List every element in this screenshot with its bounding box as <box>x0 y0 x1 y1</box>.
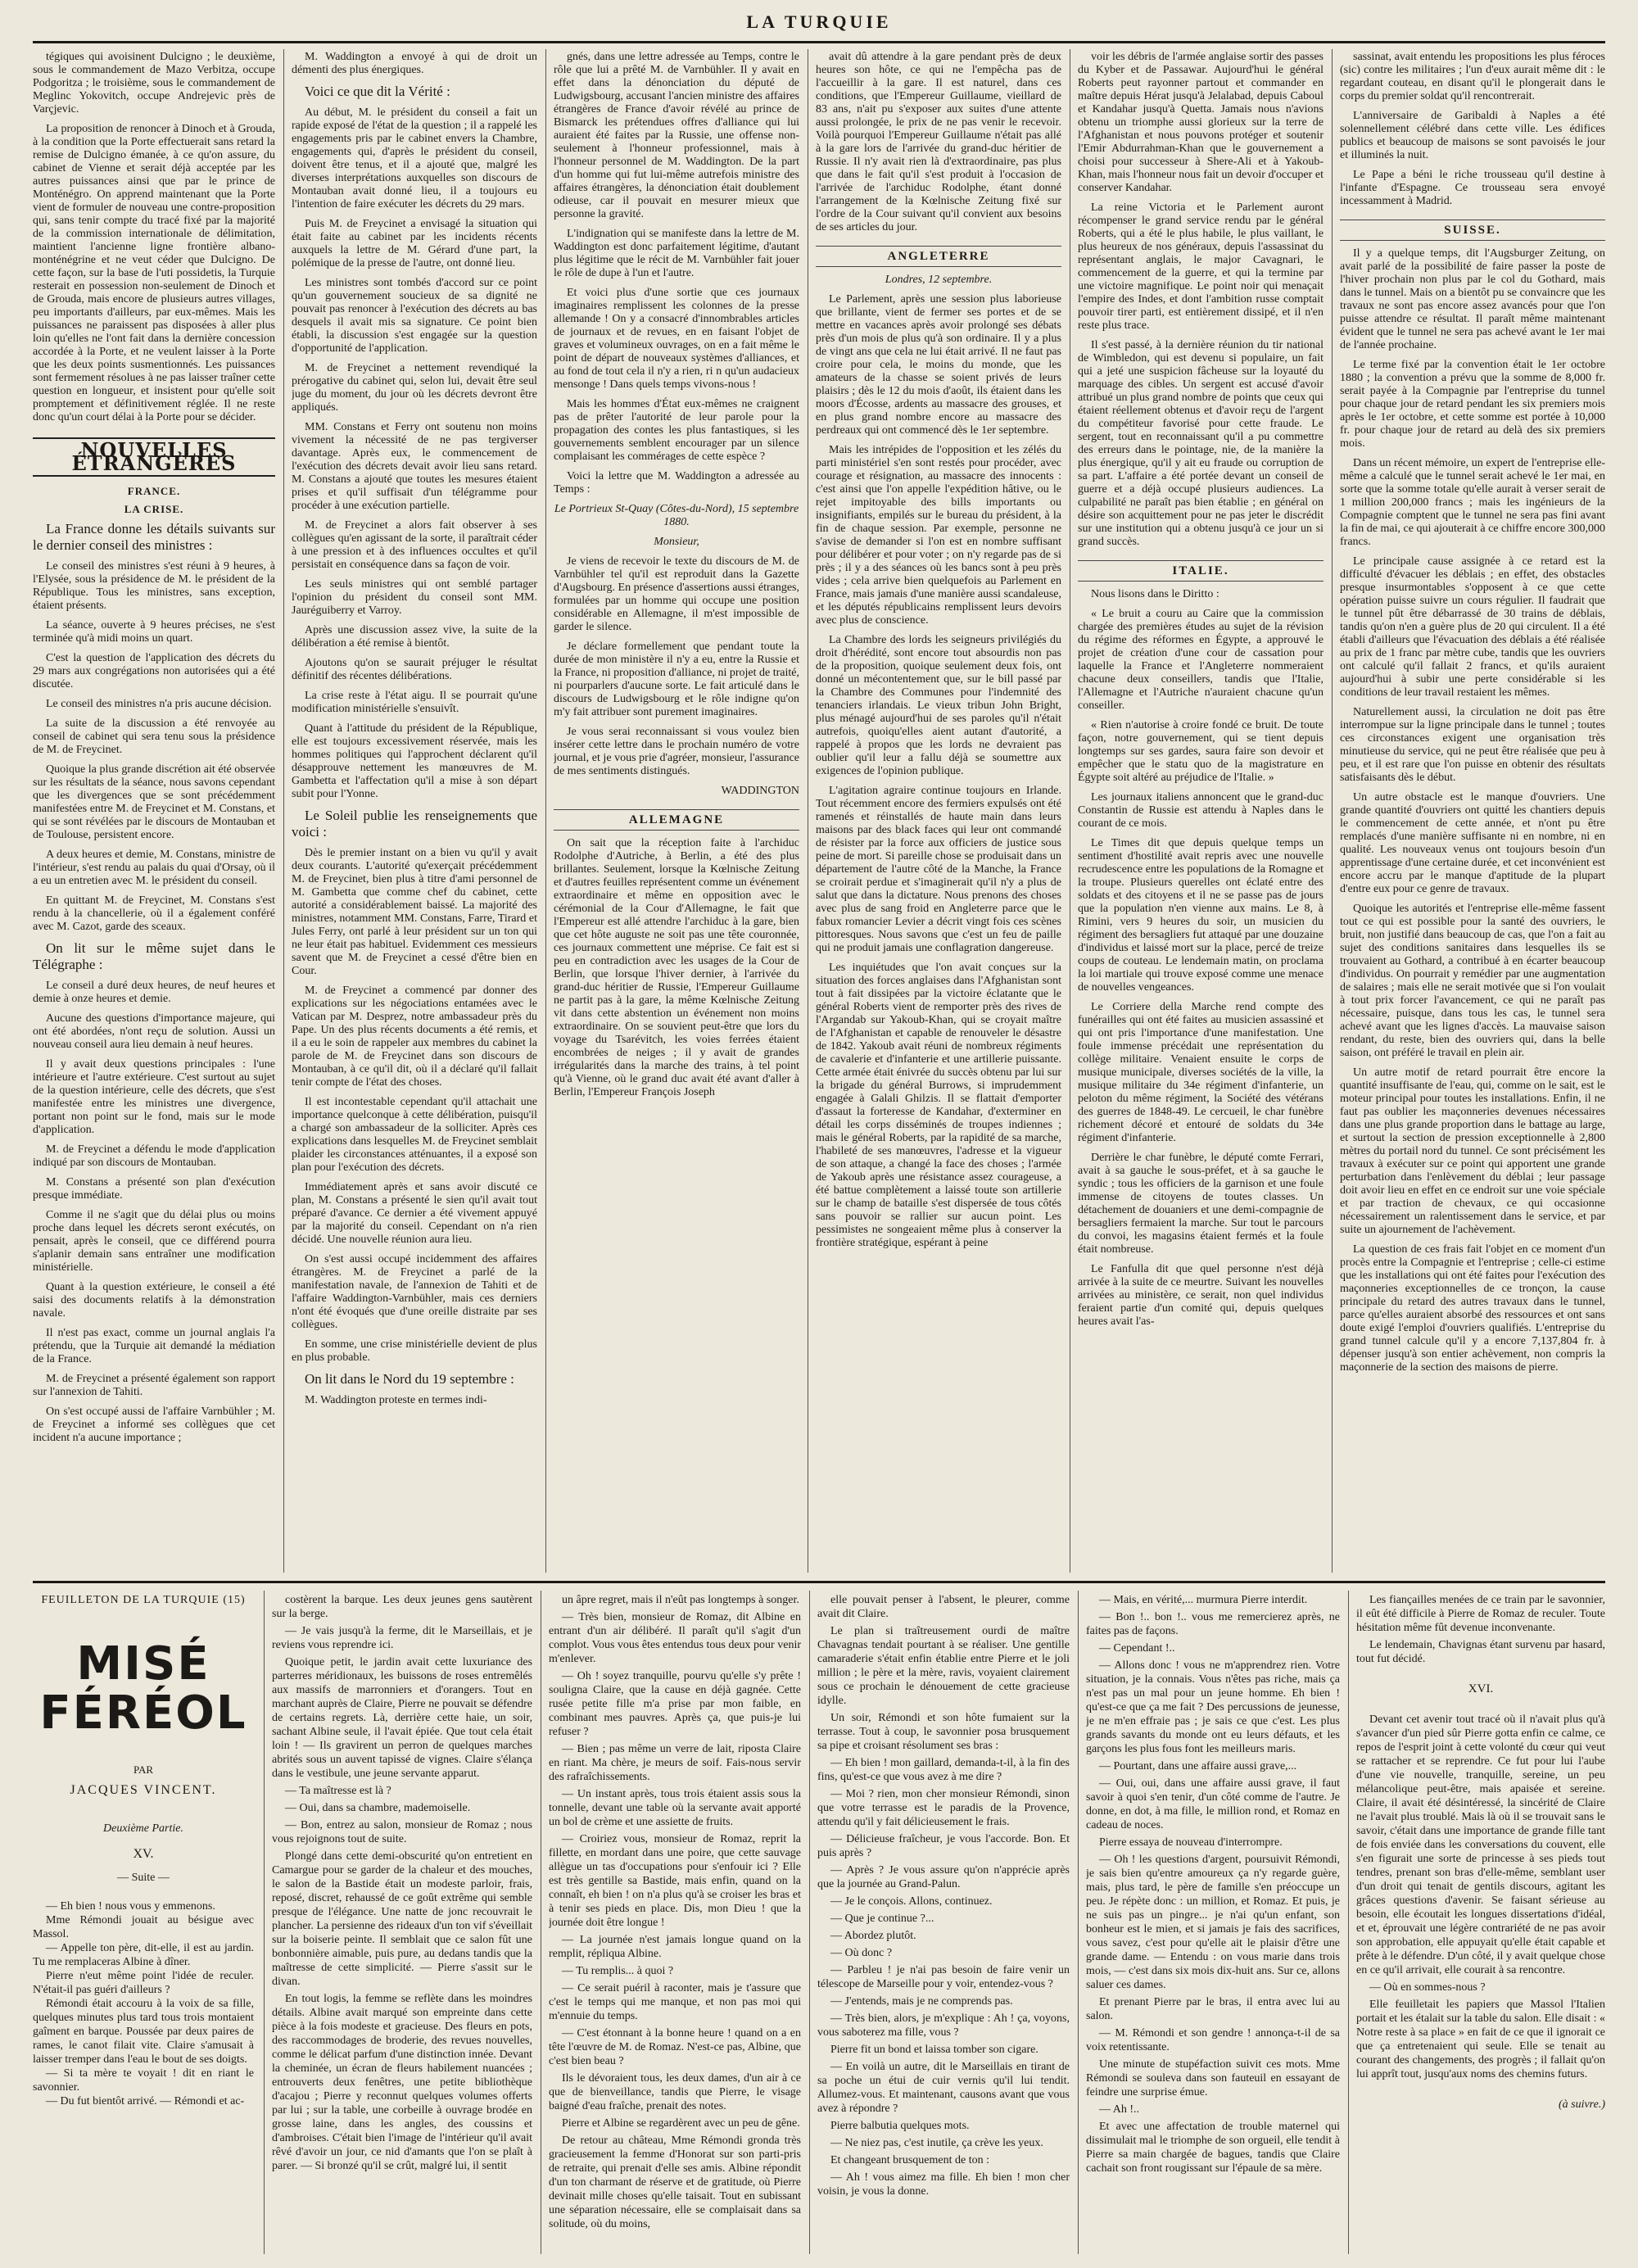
paragraph: — Ah !.. <box>1099 2103 1139 2116</box>
paragraph: Il y avait deux questions principales : l'une intérieure et l'autre extérieure. C'est surtout au sujet de la question intérieure, celle des décrets, que s'est manifestée entre les ministres une divergence, portant non point sur le fond, mais sur le mode d'application. <box>33 1058 275 1136</box>
paragraph: A deux heures et demie, M. Constans, ministre de l'intérieur, s'est rendu au palais du quai d'Orsay, où il a eu un entretien avec M. le président du conseil. <box>33 849 275 887</box>
section-title-foreign-news: NOUVELLES ÉTRANGÈRES <box>33 437 275 477</box>
paragraph: — Très bien, alors, je m'explique : Ah ! ça, voyons, vous saboterez ma fille, vous ? <box>817 2012 1070 2039</box>
paragraph: Pierre fit un bond et laissa tomber son cigare. <box>830 2044 1038 2056</box>
column-divider <box>264 1591 265 2254</box>
paragraph: Quoique les autorités et l'entreprise elle-même fassent tout ce qui est possible pour la santé des ouvriers, le bruit, non justifié dans beaucoup de cas, que l'on a fait au sujet des conditions sanitaires dans lesquelles ils se trouvaient au Gothard, a contribué à en écarter beaucoup d'individus. On pourrait y remédier par une augmentation de salaires ; mais elle ne serait motivée que si l'on voulait à tout prix forcer l'avancement, ce qui ne paraît pas nécessaire, puisque, dans tous les cas, le tunnel sera achevé avant que les lignes d'accès. La mauvaise saison rendant, du reste, bien des ouvriers qui, dans la belle saison, ont préféré le travail en plein air. <box>1340 903 1605 1059</box>
paragraph: Mais les hommes d'État eux-mêmes ne craignent pas de prêter l'autorité de leur parole pour la propagation des contes les plus fantastiques, si les gouvernements semblent encourager par un silence complaisant les commérages de cette espèce ? <box>554 398 799 463</box>
by-label: PAR <box>133 1763 154 1776</box>
paragraph: Quoique la plus grande discrétion ait été observée sur les résultats de la séance, nous savons cependant que les divergences que se sont précédemment manifestées entre M. de Freycinet et M. Constans, et qui se sont révélées par le discours de Montauban et de Toulouse, persistent encore. <box>33 763 275 841</box>
paragraph: Le principale cause assignée à ce retard est la difficulté d'évacuer les déblais ; en effet, des obstacles presque insurmontables s'opposent à ce que cette opération puisse suivre un cours régulier. Il faudrait que le tunnel pût être débarrassé de 30 trains de déblais, tandis qu'on n'en a guère plus de 20 qui circulent. Il a été établi d'ailleurs que l'évacuation des déblais a été réalisée au prix de 1 franc par mètre cube, tandis que les ouvriers ont calculé qu'il fallait 2 francs, et qu'ils auraient aujourd'hui à subir une perte considérable si les conditions de leur travail restaient les mêmes. <box>1340 555 1605 699</box>
paragraph: — Je vais jusqu'à la ferme, dit le Marseillais, et je reviens vous reprendre ici. <box>272 1625 532 1651</box>
paragraph: Un autre obstacle est le manque d'ouvriers. Une grande quantité d'ouvriers ont quitté les chantiers depuis le commencement de cette année, et n'ont pu être remplacés d'une manière suffisante ni en nombre, ni en qualité. Les nouveaux venus ont toujours besoin d'un apprentissage d'une certaine durée, et cet inconvénient est encore accru par le manque d'aptitude de la plupart d'entre eux pour ce genre de travaux. <box>1340 791 1605 895</box>
paragraph: Quoique petit, le jardin avait cette luxuriance des parterres méridionaux, les buissons de roses entremêlés aux massifs de marronniers et d'orangers. Tout en marchant auprès de Claire, Pierre ne pouvait se défendre de certains regrets. Là, derrière cette haie, un soir, sachant Albine seule, il l'avait épiée. Que tout cela était loin ! — Ils gravirent un perron de quelques marches abrités sous un auvent tapissé de vignes. Claire s'élança dans le vestibule, une jeune servante apparut. <box>272 1656 532 1780</box>
paragraph: Pierre essaya de nouveau d'interrompre. <box>1099 1836 1283 1849</box>
paragraph: La question de ces frais fait l'objet en ce moment d'un procès entre la Compagnie et l'entreprise ; celle-ci estime que les installations qui ont été faites pour l'exécution des maçonneries exceptionnelles de ce tronçon, la cause principale du retard des autres travaux dans le tunnel, parce qu'elles auraient absorbé des ressources et ont sans doute exigé l'emploi d'ouvriers qualifiés. L'entreprise du grand tunnel calcule qu'il y a encore 7,137,804 fr. à dépenser jusqu'à son entier achèvement, non compris la maçonnerie de la section des maisons de pierre. <box>1340 1243 1605 1374</box>
paragraph: — C'est étonnant à la bonne heure ! quand on a en tête l'œuvre de M. de Romaz. N'est-ce pas, Albine, que c'est bien beau ? <box>549 2027 801 2067</box>
feuilleton-rule <box>33 1581 1605 1583</box>
paragraph: Je vous serai reconnaissant si vous voulez bien insérer cette lettre dans le prochain numéro de votre journal, et je vous prie d'agréer, monsieur, l'assurance de mes sentiments distingués. <box>554 726 799 777</box>
paragraph: un âpre regret, mais il n'eût pas longtemps à songer. <box>562 1594 799 1606</box>
paragraph: Je viens de recevoir le texte du discours de M. de Varnbühler tel qu'il est reproduit dans la Gazette d'Augsbourg. En présence d'assertions aussi étranges, formulées par un homme qui occupe une position considérable en Allemagne, il m'est impossible de garder le silence. <box>554 555 799 633</box>
paragraph: gnés, dans une lettre adressée au Temps, contre le rôle que lui a prêté M. de Varnbühler. Il y avait en effet dans la dénonciation du député de Ludwigsbourg, accusant l'ancien ministre des affaires étrangères de France d'avoir révélé au prince de Bismarck les prétendues offres d'alliance qui lui auraient été faites par la Russie, une offense non-seulement à l'honneur professionnel, mais à l'honneur personnel de M. Waddington. De la part d'un homme qui fut lui-même autrefois ministre des affaires étrangères, la dénonciation était doublement odieuse, car il pouvait en mesurer mieux que personne la gravité. <box>554 51 799 220</box>
novel-title: MISÉ FÉRÉOL <box>39 1637 247 1740</box>
paragraph: tégiques qui avoisinent Dulcigno ; le deuxième, sous le commandement de Mazo Verbitza, occupe Podgoritza ; le troisième, sous le commandement de Meglinc Yokovitch, occupe Andrejevic près de Varçjevic. <box>33 51 275 115</box>
paragraph: Pierre n'eut même point l'idée de reculer. N'était-il pas guéri d'ailleurs ? <box>33 1970 254 1996</box>
paragraph: — Bon, entrez au salon, monsieur de Romaz ; nous vous rejoignons tout de suite. <box>272 1819 532 1845</box>
country-heading-england: ANGLETERRE <box>816 246 1061 267</box>
paragraph: On lit dans le Nord du 19 septembre : <box>305 1371 514 1387</box>
paragraph: Quant à la question extérieure, le conseil a été saisi des documents relatifs à la démonstration navale. <box>33 1281 275 1320</box>
feuilleton-column-2 <box>272 1593 532 2257</box>
paragraph: Le Pape a béni le riche trousseau qu'il destine à l'infante d'Espagne. Ce trousseau sera envoyé incessamment à Madrid. <box>1340 169 1605 207</box>
feuilleton-column-3 <box>549 1593 801 2257</box>
paragraph: — Bon !.. bon !.. vous me remercierez après, ne faites pas de façons. <box>1086 1611 1340 1637</box>
paragraph: MM. Constans et Ferry ont soutenu non moins vivement la nécessité de ne pas tergiverser davantage. Après eux, le commencement de l'exécution des décrets devait avoir lieu sans retard. M. Constans a ajouté que toutes les mesures étaient prises et qu'il suffisait d'un télégramme pour procéder à une exécution partielle. <box>292 421 537 512</box>
paragraph: Les ministres sont tombés d'accord sur ce point qu'un gouvernement soucieux de sa dignité ne pouvait pas renoncer à l'exécution des décrets au bas desquels il avait mis sa signature. Ce point bien établi, la discussion s'est engagée sur la question d'opportunité de l'application. <box>292 277 537 355</box>
paragraph: — M. Rémondi et son gendre ! annonça-t-il de sa voix retentissante. <box>1086 2027 1340 2053</box>
paragraph: Pierre balbutia quelques mots. <box>830 2120 970 2132</box>
feuilleton-header <box>33 1593 254 2248</box>
paragraph: La reine Victoria et le Parlement auront récompenser le grand service rendu par le général Roberts, qui a été le plus habile, le plus vaillant, le plus heureux de nos généraux, depuis l'assassinat du représentant anglais, le major Cavagnari, le commencement de la guerre, et qui la termine par une victoire magnifique. Le point noir qui menaçait l'empire des Indes, et dont l'ambition russe comptait pouvoir tirer parti, est entièrement dissipé, et il n'en reste plus trace. <box>1078 201 1324 332</box>
paragraph: La crise reste à l'état aigu. Il se pourrait qu'une modification ministérielle s'ensuivît. <box>292 690 537 715</box>
column-3 <box>554 51 799 1576</box>
paragraph: Mais les intrépides de l'opposition et les zélés du parti ministériel s'en sont restés pour procéder, avec courage et résignation, au massacre des innocents : c'est ainsi que l'on appelle l'expédition hâtive, ou le rejet impitoyable des bills importants ou insignifiants, empilés sur le bureau du président, à la fin de chaque session. Par exemple, personne ne s'avise de demander si l'on est en nombre suffisant pour délibérer et pour voter ; on n'y regarde pas de si près ; il y a des séances où les bancs sont à peu près vides ; cela arrive bien quelquefois au Parlement en France, mais jamais d'une manière aussi scandaleuse, et les députés républicains remplissent leurs devoirs avec plus de conscience. <box>816 444 1061 627</box>
column-divider <box>545 49 546 1573</box>
column-divider <box>283 49 284 1573</box>
column-1 <box>33 51 275 1576</box>
paragraph: Le plan si traîtreusement ourdi de maître Chavagnas tendait pourtant à se réaliser. Une gentille camaraderie s'était enfin établie entre Pierre et le joli million ; le père et la mère, ravis, voyaient clairement sous ce prochain le dénouement de cette gracieuse idylle. <box>817 1625 1070 1707</box>
paragraph: — Oh ! les questions d'argent, poursuivit Rémondi, je sais bien qu'entre amoureux ça n'y regarde guère, mais, plus tard, le père de famille s'en préoccupe un peu. Je répète donc : un million, et Romaz. Et puis, je ne suis pas un pingre... je n'ai qu'un enfant, son bonheur est le mien, et si jamais je fais des sacrifices, vous savez, c'est pour qu'elle ait le plaisir d'être une grande dame. — Entendu : on vous marie dans trois mois, — c'est dans six mois dix-huit ans. Sur ce, allons saluer ces dames. <box>1086 1854 1340 1991</box>
paragraph: — Ah ! vous aimez ma fille. Eh bien ! mon cher voisin, je vous la donne. <box>817 2171 1070 2198</box>
paragraph: — Mais, en vérité,... murmura Pierre interdit. <box>1099 1594 1308 1606</box>
paragraph: Le conseil des ministres n'a pris aucune décision. <box>46 698 272 710</box>
dispatch-dateline: Londres, 12 septembre. <box>885 274 993 286</box>
paragraph: — Oui, oui, dans une affaire aussi grave, il faut savoir à quoi s'en tenir, d'un côté comme de l'autre. Je donne, en dot, à ma fille, le million rond, et Romaz en cadeau de noces. <box>1086 1777 1340 1831</box>
novel-part: Deuxième Partie. <box>103 1822 183 1835</box>
paragraph: La France donne les détails suivants sur le dernier conseil des ministres : <box>33 521 275 553</box>
paragraph: — Bien ; pas même un verre de lait, riposta Claire en riant. Ma chère, je meurs de soif. Fais-nous servir des rafraîchissements. <box>549 1743 801 1783</box>
paragraph: Et avec une affectation de trouble maternel qui dissimulait mal le triomphe de son orgueil, elle tendit à Pierre sa main chargée de bagues, tandis que Claire cachait son front rougissant sur l'épaule de sa mère. <box>1086 2121 1340 2175</box>
paragraph: On s'est aussi occupé incidemment des affaires étrangères. M. de Freycinet a parlé de la manifestation navale, de l'annexion de Tahiti et de l'affaire Waddington-Varnbühler, mais ces derniers n'ont été évoqués que d'une oreille distraite par ses collègues. <box>292 1253 537 1331</box>
paragraph: Le Times dit que depuis quelque temps un sentiment d'hostilité avait repris avec une nouvelle recrudescence entre les populations de la Romagne et la troupe. Plusieurs querelles ont éclaté entre des soldats et des citoyens et il ne se passe pas de jours que la population n'en vienne aux mains. Le 8, à Rimini, vers 9 heures du soir, un musicien du régiment des bersagliers fut attaqué par une douzaine d'individus et laissé mort sur la place, percé de treize coups de couteau. Le lendemain matin, on proclama la loi martiale qui trouve exposé comme une menace de nouvelles vengeances. <box>1078 837 1324 994</box>
column-2 <box>292 51 537 1576</box>
paragraph: Mme Rémondi jouait au bésigue avec Massol. <box>33 1914 254 1940</box>
paragraph: Et prenant Pierre par le bras, il entra avec lui au salon. <box>1086 1996 1340 2022</box>
column-divider <box>1078 1591 1079 2254</box>
paragraph: — Croiriez vous, monsieur de Romaz, reprit la fillette, en mordant dans une poire, que cette sauvage allègue un tas d'occupations pour s'enfouir ici ? Elle est très gentille sa Bastide, mais enfin, quand on la connaît, eh bien ! on n'a plus qu'à se croiser les bras et à tenir ses pieds en place. Dis, mon Dieu ! que la journée doit être longue ! <box>549 1833 801 1929</box>
paragraph: Le lendemain, Chavignas étant survenu par hasard, tout fut décidé. <box>1356 1639 1605 1665</box>
column-5 <box>1078 51 1324 1576</box>
paragraph: — Ce serait puéril à raconter, mais je t'assure que c'est le temps qui me manque, et non pas moi qui m'ennuie du temps. <box>549 1982 801 2022</box>
paragraph: — Oui, dans sa chambre, mademoiselle. <box>285 1802 471 1814</box>
paragraph: L'indignation qui se manifeste dans la lettre de M. Waddington est donc parfaitement légitime, d'autant plus légitime que le récit de M. Varnbühler fait jouer le rôle de dupe à l'un et l'autre. <box>554 228 799 279</box>
feuilleton-label: FEUILLETON DE LA TURQUIE (15) <box>41 1594 246 1606</box>
paragraph: — Eh bien ! mon gaillard, demanda-t-il, à la fin des fins, qu'est-ce que vous avez à me dire ? <box>817 1757 1070 1783</box>
paragraph: — Après ? Je vous assure qu'on n'apprécie après que la journée au Grand-Palun. <box>817 1864 1070 1890</box>
paragraph: M. de Freycinet a défendu le mode d'application indiqué par son discours de Montauban. <box>33 1143 275 1169</box>
paragraph: On sait que la réception faite à l'archiduc Rodolphe d'Autriche, à Berlin, a été des plus brillantes. Seulement, lorsque la Kœlnische Zeitung et d'autres feuilles représentent comme un événement extraordinaire et même en opposition avec le cérémonial de la Cour d'Allemagne, le fait que l'Empereur est allé attendre l'archiduc à la gare, bien que cet hôte auguste ne soit pas une tête couronnée, ces journaux commettent une méprise. Ce fait est si peu en contradiction avec les usages de la Cour de Berlin, que lorsque l'hiver dernier, à l'arrivée du grand-duc héritier de Russie, l'Empereur Guillaume ne partit pas à la gare, la même Kœlnische Zeitung vit dans cette abstention un événement non moins extraordinaire. On se souvient peut-être que lors du voyage du Tsarévitch, les voies ferrées étaient encombrées de neiges ; il y avait de grandes irrégularités dans la marche des trains, à tel point qu'à Vienne, où le grand duc avait été avant d'aller à Berlin, l'Empereur François Joseph <box>554 837 799 1098</box>
paragraph: Comme il ne s'agit que du délai plus ou moins proche dans lequel les décrets seront exécutés, on pensait, après le conseil, que ce différend pourra s'aplanir demain sans entraîner une modification ministérielle. <box>33 1209 275 1274</box>
paragraph: — Si ta mère te voyait ! dit en riant le savonnier. <box>33 2067 254 2094</box>
paragraph: Les seuls ministres qui ont semblé partager l'opinion du président du conseil sont MM. Jauréguiberry et Varroy. <box>292 578 537 617</box>
column-divider <box>1332 49 1333 1573</box>
paragraph: — J'entends, mais je ne comprends pas. <box>830 1995 1013 2008</box>
paragraph: Nous lisons dans le Diritto : <box>1091 588 1219 600</box>
paragraph: — Abordez plutôt. <box>830 1930 916 1942</box>
paragraph: — Moi ? rien, mon cher monsieur Rémondi, sinon que votre terrasse est le paradis de la Provence, attendu qu'il y fait délicieusement le frais. <box>817 1788 1070 1828</box>
paragraph: — Très bien, monsieur de Romaz, dit Albine en entrant d'un air délibéré. Il paraît qu'il s'agit d'un complot. Vous vous êtes entendus tous deux pour venir m'enlever. <box>549 1611 801 1665</box>
paragraph: Le Parlement, après une session plus laborieuse que brillante, vient de fermer ses portes et de se mettre en vacances après avoir prolongé ses débats près d'un mois de plus qu'à son ordinaire. Il y a plus de vingt ans que cela ne lui était arrivé. Il ne faut pas croire pour cela, le moins du monde, que les amateurs de la chasse se soient privés de leurs plaisirs ; dès le 12 du mois d'août, ils étaient dans les moors d'Écosse, ardents au massacre des grouses, et en plus grand nombre encore au massacre des perdreaux qui ont commencé dès le 1er septembre. <box>816 293 1061 437</box>
feuilleton-column-5 <box>1086 1593 1340 2257</box>
paragraph: Au début, M. le président du conseil a fait un rapide exposé de l'état de la question ; il a rappelé les engagements pris par le cabinet envers la Chambre, engagements qui, d'après le président du conseil, doivent être tenus, et il a ajouté que, malgré les diverses interprétations auxquelles son discours de Montauban avait donné lieu, il a toujours eu l'intention de faire exécuter les décrets du 29 mars. <box>292 106 537 211</box>
paragraph: Il est incontestable cependant qu'il attachait une importance quelconque à cette délibération, puisqu'il a chargé son ambassadeur de la solliciter. Après ces explications dans lesquelles M. de Freycinet semblait plaider les circonstances atténuantes, il a exposé son plan pour l'exécution des décrets. <box>292 1096 537 1174</box>
paragraph: Devant cet avenir tout tracé où il n'avait plus qu'à s'avancer d'un pied sûr Pierre gotta enfin ce calme, ce repos de l'esprit joint à cette volonté du cœur qui veut se rattacher et se reprendre. Ce fut pour lui l'aube d'une vie nouvelle, tranquille, sereine, un peu mélancolique peut-être, mais apaisée et sereine. Claire, il avait été désintéressé, la sincérité de Claire ne l'avait plus troublé. Mais là où il se trouvait sans le savoir, c'était dans une importance de grande fille tant de fois enviée dans les conversations du couvent, elle s'en figurait une sorte de princesse à ses pieds tout tendres, prenant son bras d'elle-même, semblant user d'un droit qui tenait de gentils discours, agitant les grâces questions d'avenir. Se faisant sérieuse au besoin, elle écoutait les longues dissertations d'idéal, et et, éprouvait une légère contrariété de ne pas avoir son approbation, elle appuyait qu'elle était capable et prête à le défendre. D'un côté, il y avait quelque chose en ce qu'il arrivait, elle courait à sa rencontre. <box>1356 1713 1605 1976</box>
paragraph: M. de Freycinet a commencé par donner des explications sur les négociations entamées avec le Vatican par M. Desprez, notre ambassadeur près du Pape. Un des plus récents documents a été remis, et il a eu le soin de rappeler aux membres du cabinet la parole de M. de Freycinet dans son discours de Montauban, à ce qu'il dit, où il a déclaré qu'il fallait tenir compte de l'état des choses. <box>292 985 537 1089</box>
to-be-continued: (à suivre.) <box>1558 2098 1605 2111</box>
paragraph: La Chambre des lords les seigneurs privilégiés du droit d'hérédité, sont encore tout absourdis non pas de la proposition, quoique seulement deux fois, ont donné un mécontentement que, sur le bill passé par la Chambre des Communes pour l'indemnité des tenanciers irlandais. Le vieux tribun John Bright, plus ménagé aujourd'hui de ses paroles qu'il n'était autrefois, quoiqu'elles aient autant d'autorité, a rappelé à propos que les lords ne devraient pas oublier qu'il leur a fallu déjà se soumettre aux exigences de l'opinion publique. <box>816 634 1061 777</box>
paragraph: Plongé dans cette demi-obscurité qu'on entretient en Camargue pour se garder de la chaleur et des mouches, le salon de la Bastide était un modeste parloir, frais, reposé, discret, rehaussé de ce goût extrême qui semble presque de l'élégance. Une natte de jonc recouvrait le plancher. La persienne des rideaux d'un ton vif s'éveillait sur la boiserie peinte. Il semblait que ce salon fût une bonbonnière aimable, puis pure, au dedans tandis que la maîtresse de cette simplicité. — Pierre s'assit sur le divan. <box>272 1850 532 1988</box>
feuilleton-number: (15) <box>223 1594 246 1606</box>
paragraph: — Tu remplis... à quoi ? <box>562 1965 674 1977</box>
paragraph: sassinat, avait entendu les propositions les plus féroces (sic) contre les militaires ; l'un d'eux aurait même dit : le regardant couteau, en disant qu'il le plongerait dans le corps du premier soldat qu'il rencontrerait. <box>1340 51 1605 102</box>
paragraph: Pierre et Albine se regardèrent avec un peu de gêne. <box>562 2117 800 2130</box>
paragraph: — Je le conçois. Allons, continuez. <box>830 1895 993 1908</box>
column-4 <box>816 51 1061 1576</box>
paragraph: L'agitation agraire continue toujours en Irlande. Tout récemment encore des fermiers expulsés ont été ramenés et réinstallés de haute main dans leurs maisons par des black faces qui leur ont commandé de résister par la force aux officiers de justice sous peine de mort. Si pareille chose se produisait dans un département de l'autre côté de la Manche, la France se croirait perdue et s'imaginerait qu'il n'y a plus de salut que dans la dictature. Nous prenons des choses avec plus de sang froid en Angleterre parce que le fabux romancier Levier a décrit vingt fois ces scènes pittoresques. Nous savons que c'est un feu de paille qui ne produit jamais une conflagration dangereuse. <box>816 785 1061 954</box>
column-divider <box>809 1591 810 2254</box>
paragraph: Dans un récent mémoire, un expert de l'entreprise elle-même a calculé que le tunnel serait achevé le 1er mai, en sorte que la somme totale qu'elle aurait à verser serait de 1 million 200,000 francs ; mais les ingénieurs de la Compagnie comptent que le tunnel ne sera pas fini avant la fin de mai, ce qui ajouterait à ce chiffre encore 300,000 francs. <box>1340 457 1605 548</box>
paragraph: Après une discussion assez vive, la suite de la délibération a été remise à bientôt. <box>292 624 537 650</box>
paragraph: M. de Freycinet a nettement revendiqué la prérogative du cabinet qui, selon lui, devait être seul juge du moment, du jour où les décrets devront être appliqués. <box>292 362 537 414</box>
paragraph: Aucune des questions d'importance majeure, qui ont été abordées, n'ont reçu de solution. Aussi un nouveau conseil aura lieu demain à neuf heures. <box>33 1012 275 1051</box>
paragraph: La séance, ouverte à 9 heures précises, ne s'est terminée qu'à midi moins un quart. <box>33 619 275 645</box>
paragraph: Et voici plus d'une sortie que ces journaux imaginaires remplissent les colonnes de la presse allemande ! On y a consacré d'innombrables articles de journaux et de revues, en en faisant l'objet de graves et volumineux ouvrages, on en a fait même le point de départ de nouveaux systèmes d'alliances, et au fond de tout cela il n'y a rien, ri n qu'un audacieux mensonge ! Dans quels temps vivons-nous ! <box>554 287 799 391</box>
paragraph: Puis M. de Freycinet a envisagé la situation qui était faite au cabinet par les incidents récents auxquels la lettre de M. Gérard d'une part, la polémique de la presse de l'autre, ont donné lieu. <box>292 218 537 269</box>
paragraph: — Oh ! soyez tranquille, pourvu qu'elle s'y prête ! souligna Claire, que la cause en déjà gagnée. Cette rusée petite fille m'a prise par mon faible, en combinant mes pauvres. Après ça, que puis-je lui refuser ? <box>549 1670 801 1738</box>
paragraph: — Parbleu ! je n'ai pas besoin de faire venir un télescope de Marseille pour y voir, entendez-vous ? <box>817 1964 1070 1990</box>
letter-signature: WADDINGTON <box>721 785 799 797</box>
paragraph: Le conseil des ministres s'est réuni à 9 heures, à l'Elysée, sous la présidence de M. le président de la République. Tous les ministres, sans exception, étaient présents. <box>33 560 275 612</box>
paragraph: Ajoutons qu'on se saurait préjuger le résultat définitif des récentes délibérations. <box>292 657 537 682</box>
paragraph: Les journaux italiens annoncent que le grand-duc Constantin de Russie est attendu à Naples dans le courant de ce mois. <box>1078 791 1324 830</box>
paragraph: Le Fanfulla dit que quel personne n'est déjà arrivée à la suite de ce meurtre. Suivant les nouvelles arrivées au ministère, ce serait, non quel individus feraient partie d'un comité qui, depuis quelques heures avait l'as- <box>1078 1263 1324 1328</box>
country-heading-italy: ITALIE. <box>1078 560 1324 582</box>
paragraph: La suite de la discussion a été renvoyée au conseil de cabinet qui sera tenu sous la présidence de M. de Freycinet. <box>33 718 275 756</box>
paragraph: Il y a quelque temps, dit l'Augsburger Zeitung, on avait parlé de la possibilité de faire passer la poste de l'hiver prochain non plus par le col du Gothard, mais dans le tunnel. Mais on a bientôt pu se convaincre que les travaux ne sont pas encore assez avancés pour que l'on puisse attendre ce résultat. Il paraît même maintenant évident que le tunnel ne sera pas achevé avant le 1er mai de l'année prochaine. <box>1340 247 1605 351</box>
paragraph: De retour au château, Mme Rémondi gronda très gracieusement la femme d'Honorat sur son parti-pris de retraite, qui prenait d'elle ses amis. Albine répondit d'un ton charmant de réserve et de gratitude, où Pierre devinait mille choses qu'elle taisait. Tout en subissant une séparation nécessaire, elle se complaisait dans sa solitude, où du moins, <box>549 2134 801 2230</box>
paragraph: Le Soleil publie les renseignements que voici : <box>292 808 537 840</box>
paragraph: M. Waddington proteste en termes indi- <box>305 1394 487 1406</box>
top-rule <box>33 41 1605 43</box>
paragraph: En tout logis, la femme se reflète dans les moindres détails. Albine avait marqué son empreinte dans cette pièce à la fois modeste et gracieuse. Des fleurs en pots, des raccommodages de broderie, des revues nouvelles, comme le délicat parfum d'une distinction innée. Devant la cheminée, un écran de fleurs habilement nuancées ; entrouverts deux fenêtres, une petite bibliothèque d'acajou ; Pierre y reconnut quelques volumes offerts par lui ; sur la table, une corbeille à ouvrage brodée en grosse laine, dans les angles, des coussins et d'ambroises. C'était bien l'image de l'intérieur qu'il avait rêvé d'avoir un jour, ce nid d'amants que l'on se plaît à parer. — Si bronzé qu'il se crût, malgré lui, il sentit <box>272 1993 532 2172</box>
paragraph: Le Corriere della Marche rend compte des funérailles qui ont été faites au musicien assassiné et qui ont pris l'importance d'une manifestation. Une foule immense précédait une représentation du collège militaire. Venaient ensuite le corps de musique municipale, diverses sociétés de la ville, la musique militaire du 34e régiment d'infanterie, un peloton du même régiment, la Société des vétérans des guerres de 1848-49. Le cercueil, le char funèbre richement décoré et entouré de soldats du 34e régiment d'infanterie. <box>1078 1001 1324 1144</box>
paragraph: Quant à l'attitude du président de la République, elle est toujours excessivement réservée, mais les hommes politiques qui l'approchent déclarent qu'il désapprouve nettement les manœuvres de M. Gambetta et l'affectation qu'il a mise à son départ subit pour l'Yonne. <box>292 722 537 800</box>
paragraph: — Délicieuse fraîcheur, je vous l'accorde. Bon. Et puis après ? <box>817 1833 1070 1859</box>
paragraph: Je déclare formellement que pendant toute la durée de mon ministère il n'y a eu, entre la Russie et la France, ni proposition d'alliance, ni projet de traité, ni pourparlers d'aucune sorte. Le fait articulé dans le discours de Ludwigsbourg et le rôle indigne qu'on m'y fait attribuer sont purement imaginaires. <box>554 641 799 718</box>
paragraph: Le terme fixé par la convention était le 1er octobre 1880 ; la convention a prévu que la somme de 8,000 fr. serait payée à la Compagnie par l'entreprise du tunnel pour chaque jour de retard pendant les six premiers mois après le 1er octobre, et cette somme est portée à 10,000 fr. pour chaque jour de retard au delà des six premiers mois. <box>1340 359 1605 450</box>
paragraph: — Un instant après, tous trois étaient assis sous la tonnelle, devant une table où la servante avait apporté un bol de crème et une assiette de fruits. <box>549 1788 801 1828</box>
paragraph: On lit sur le même sujet dans le Télégraphe : <box>33 940 275 972</box>
paragraph: — Pourtant, dans une affaire aussi grave,... <box>1099 1760 1297 1772</box>
paragraph: M. de Freycinet a présenté également son rapport sur l'annexion de Tahiti. <box>33 1373 275 1398</box>
country-heading-france: FRANCE. <box>127 485 181 497</box>
paragraph: M. Waddington a envoyé à qui de droit un démenti des plus énergiques. <box>292 51 537 76</box>
paragraph: Derrière le char funèbre, le député comte Ferrari, avait à sa gauche le sous-préfet, et à sa gauche le syndic ; tous les officiers de la garnison et une foule immense de citoyens de toutes classes. Un détachement de douaniers et une demi-compagnie de bersagliers fermaient la marche. Sur tout le parcours du convoi, les magasins étaient fermés et la foule était nombreuse. <box>1078 1152 1324 1256</box>
paragraph: Voici la lettre que M. Waddington a adressée au Temps : <box>554 470 799 496</box>
column-divider <box>1348 1591 1349 2254</box>
paragraph: Voici ce que dit la Vérité : <box>305 84 450 99</box>
feuilleton-column-6 <box>1356 1593 1605 2257</box>
feuilleton-column-4 <box>817 1593 1070 2257</box>
paragraph: — Cependant !.. <box>1099 1642 1175 1655</box>
paragraph: Un soir, Rémondi et son hôte fumaient sur la terrasse. Tout à coup, le savonnier posa brusquement sa pipe et croisant résolument ses bras : <box>817 1712 1070 1752</box>
paragraph: costèrent la barque. Les deux jeunes gens sautèrent sur la berge. <box>272 1594 532 1620</box>
novel-author: JACQUES VINCENT. <box>70 1783 217 1797</box>
column-6 <box>1340 51 1605 1576</box>
paragraph: Une minute de stupéfaction suivit ces mots. Mme Rémondi se souleva dans son fauteuil en essayant de feindre une surprise émue. <box>1086 2058 1340 2098</box>
paragraph: — Eh bien ! nous vous y emmenons. <box>46 1900 215 1913</box>
paragraph: voir les débris de l'armée anglaise sortir des passes du Kyber et de Passawar. Aujourd'hui le général Roberts peut rayonner partout et commander en maître depuis Hérat jusqu'à Jelalabad, depuis Caboul et Kandahar jusqu'à Quetta. Jamais nous n'avions obtenu un triomphe aussi glorieux sur la terre de l'Afghanistan et nous pouvons protéger et soutenir l'Emir Abdurrahman-Khan que le gouvernement a choisi pour successeur à Shere-Ali et à Yakoub-Khan, mais l'honneur nous fait un devoir d'occuper et conserver Kandahar. <box>1078 51 1324 194</box>
paragraph: — Allons donc ! vous ne m'apprendrez rien. Votre situation, je la connais. Vous n'êtes pas riche, mais ça n'est pas un mal pour un jeune homme. Eh bien ! qu'est-ce que ça me fait ? Des percussions de jeunesse, je ne m'en effraie pas ; je sais ce que c'est. Les plus grands savants du monde ont eu leurs défauts, et les garçons les plus fous font les meilleurs maris. <box>1086 1659 1340 1755</box>
paragraph: Les inquiétudes que l'on avait conçues sur la situation des forces anglaises dans l'Afghanistan sont tout à fait dissipées par la victoire éclatante que le général Roberts vient de remporter près des rives de l'Argandab sur Yakoub-Khan, qui se croyait maître de l'Afghanistan et capable de renouveler le désastre de 1842. Yakoub avait réuni de nombreux régiments de cavalerie et d'infanterie et une artillerie puissante. Cette armée était énivrée du succès obtenu par lui sur la brigade du général Burrows, si imprudemment engagée à Galali Ghilzis. Il se flattait d'emporter d'assaut la forteresse de Kandahar, d'exterminer en détail les corps disséminés de troupes indiennes ; mais le général Roberts, par la rapidité de sa marche, l'habileté de ses manœuvres, l'adresse et la vigueur de son attaque, a changé la face des choses ; l'armée de Yakoub après une résistance assez courageuse, a été battue complètement a laissé toute son artillerie sur le champ de bataille s'est dispersée de tous côtés sans pouvoir se rallier sur aucun point. Les pessimistes ne songeaient même plus à conserver la frontière stratégique, espérant à peine <box>816 962 1061 1249</box>
country-heading-germany: ALLEMAGNE <box>554 809 799 831</box>
paragraph: Naturellement aussi, la circulation ne doit pas être interrompue sur la ligne principale dans le tunnel ; toutes ces circonstances exigent une organisation très minutieuse du service, qui ne peut être réalisée que peu à peu, et il est rare que l'on puisse en obtenir des résultats satisfaisants dès le début. <box>1340 706 1605 784</box>
paragraph: Il n'est pas exact, comme un journal anglais l'a prétendu, que la Turquie ait demandé la médiation de la France. <box>33 1327 275 1365</box>
paragraph: On s'est occupé aussi de l'affaire Varnbühler ; M. de Freycinet a informé ses collègues que cet incident n'a aucune importance ; <box>33 1406 275 1444</box>
paragraph: En quittant M. de Freycinet, M. Constans s'est rendu à la chancellerie, où il a également conféré avec M. Cazot, garde des sceaux. <box>33 894 275 933</box>
paragraph: — Ne niez pas, c'est inutile, ça crève les yeux. <box>830 2137 1043 2149</box>
paragraph: — La journée n'est jamais longue quand on la remplit, répliqua Albine. <box>549 1934 801 1960</box>
paragraph: Rémondi était accouru à la voix de sa fille, quelques minutes plus tard tous trois montaient gaîment en barque. Poussée par deux paires de rames, le canot filait vite. Claire s'amusait à laisser tremper dans l'eau le bout de ses doigts. <box>33 1998 254 2066</box>
paragraph: En somme, une crise ministérielle devient de plus en plus probable. <box>292 1338 537 1364</box>
paragraph: L'anniversaire de Garibaldi à Naples a été solennellement célébré dans cette ville. Les édifices publics et beaucoup de maisons se sont pavoisés le jour et illuminés la nuit. <box>1340 110 1605 161</box>
paragraph: La proposition de renoncer à Dinoch et à Grouda, à la condition que la Porte effectuerait sans retard la remise de Dulcigno émanée, à ce qu'on assure, du cabinet de Vienne et serait déjà acceptée par les autres puissances ainsi que par le prince de Monténégro. On apprend maintenant que la Porte vient de formuler de nouveau une contre-proposition qui, sans tenir compte du tracé fixé par la majorité de la commission internationale de délimitation, maintient l'ancienne ligne frontière albano-monténégrine et ne veut céder que Dulcigno. De cette façon, sur la base de l'uti possidetis, la Turquie resterait en possession non-seulement de Dinoch et de Grouda, mais encore de plusieurs autres villages, peu importants d'ailleurs, par eux-mêmes. Mais les puissances ne paraissent pas disposées à aller plus loin qu'elles ne l'ont fait dans la dernière concession accordée à la Porte, et ne veulent laisser à la Porte que les deux points susmentionnés. Les puissances sont fermement résolues à ne pas laisser traîner cette question en longueur, et insistent pour qu'elle soit promptement et définitivement réglée. Il ne reste donc qu'un court délai à la Porte pour se décider. <box>33 123 275 423</box>
paragraph: Le conseil a duré deux heures, de neuf heures et demie à onze heures et demie. <box>33 980 275 1005</box>
paragraph: Les fiançailles menées de ce train par le savonnier, il eût été difficile à Pierre de Romaz de reculer. Toute hésitation même fût devenue inconvenante. <box>1356 1594 1605 1634</box>
paragraph: M. de Freycinet a alors fait observer à ses collègues qu'en agissant de la sorte, il paraîtrait céder à une pression et à des influences occultes et qu'il persistait en conséquence dans sa façon de voir. <box>292 519 537 571</box>
paragraph: — Appelle ton père, dit-elle, il est au jardin. Tu me remplaceras Albine à dîner. <box>33 1942 254 1968</box>
paragraph: — Où donc ? <box>830 1947 893 1959</box>
paragraph: Dès le premier instant on a bien vu qu'il y avait deux courants. L'autorité qu'exerçait précédemment M. de Freycinet, bien plus à titre d'ami personnel de M. Gambetta que comme chef du cabinet, cette autorité a considérablement baissé. La majorité des ministres, notamment MM. Constans, Farre, Tirard et Jules Ferry, ont parlé à leur président sur un ton qui ne leur était pas habituel. Evidemment ces messieurs savent que M. de Freycinet a cessé d'être bien en Cour. <box>292 847 537 977</box>
paragraph: Il s'est passé, à la dernière réunion du tir national de Wimbledon, qui est devenu si populaire, un fait qui a jeté une suspicion fâcheuse sur la loyauté du marquage des cibles. Un sergent est accusé d'avoir attribué un plus grand nombre de points que ceux qui étaient réellement obtenus et d'avoir reçu de l'argent du compétiteur favorisé pour cette fraude. Le sergent, tout en reconnaissant qu'il a pu commettre des erreurs dans le pointage, nie, de la manière la plus énergique, qu'il y ait eu fraude ou corruption de sa part. L'affaire a été portée devant un conseil de guerre et a déjà occupé plusieurs audiences. La culpabilité ne paraît pas bien établie ; en général on désire son acquittement pour ne pas jeter le discrédit sur une institution qui a obtenu jusqu'à ce jour un si grand succès. <box>1078 339 1324 548</box>
paragraph: — En voilà un autre, dit le Marseillais en tirant de sa poche un étui de cuir vernis qu'il lui tendit. Allumez-vous. Et maintenant, causons avant que vous avez à répondre ? <box>817 2061 1070 2115</box>
letter-dateline: Le Portrieux St-Quay (Côtes-du-Nord), 15 septembre 1880. <box>554 503 799 528</box>
paragraph: « Le bruit a couru au Caire que la commission chargée des premières études au sujet de la révision du régime des réformes en Égypte, a approuvé le projet de création d'une cour de cassation pour laquelle la France et l'Angleterre nommeraient chacune deux conseillers, tandis que l'Italie, l'Allemagne et l'Autriche n'auraient chacune qu'un conseiller. <box>1078 608 1324 712</box>
paragraph: — Du fut bientôt arrivé. — Rémondi et ac- <box>46 2095 245 2107</box>
masthead: LA TURQUIE <box>746 11 892 32</box>
paragraph: Immédiatement après et sans avoir discuté ce plan, M. Constans a présenté le sien qu'il avait tout préparé d'avance. Ce dernier a été vivement appuyé par la majorité du conseil. Cependant on n'a rien décidé. Une nouvelle réunion aura lieu. <box>292 1181 537 1246</box>
paragraph: « Rien n'autorise à croire fondé ce bruit. De toute façon, notre gouvernement, qui se tient depuis longtemps sur ses gardes, saura faire son devoir et empêcher que le statu quo de la magistrature en Égypte soit altéré au préjudice de l'Italie. » <box>1078 719 1324 784</box>
paragraph: avait dû attendre à la gare pendant près de deux heures son hôte, ce qui ne l'empêcha pas de l'accueillir à la gare. Il est naturel, dans ces conditions, que l'Empereur Guillaume, vieillard de 83 ans, n'ait pu s'exposer aux suites d'une attente aussi prolongée, le prix de ne pas venir le recevoir. Voilà pourquoi l'Empereur Guillaume n'était pas allé à la gare lors de l'arrivée du grand-duc héritier de Russie. Il n'y avait rien là d'extraordinaire, pas plus que dans le fait qu'il s'est produit à l'occasion de l'arrivée de l'archiduc Rodolphe, étant donné l'arrangement de la Kœlnische Zeitung fixé sur l'ordre de la Cour suivant qu'il convient aux besoins de ses articles du jour. <box>816 51 1061 233</box>
continued-label: — Suite — <box>117 1872 170 1884</box>
paragraph: C'est la question de l'application des décrets du 29 mars aux congrégations non autorisées qui a été discutée. <box>33 652 275 690</box>
paragraph: Et changeant brusquement de ton : <box>830 2154 989 2166</box>
country-heading-switzerland: SUISSE. <box>1340 220 1605 241</box>
paragraph: M. Constans a présenté son plan d'exécution presque immédiate. <box>33 1176 275 1202</box>
chapter-number: XV. <box>133 1847 154 1861</box>
paragraph: — Ta maîtresse est là ? <box>285 1785 391 1797</box>
paragraph: elle pouvait penser à l'absent, le pleurer, comme avait dit Claire. <box>817 1594 1070 1620</box>
paragraph: — Où en sommes-nous ? <box>1369 1981 1486 1994</box>
subheading-crisis: LA CRISE. <box>124 503 184 515</box>
paragraph: Ils le dévoraient tous, les deux dames, d'un air à ce que de bienveillance, tandis que Pierre, le visage baigné d'eau fraîche, prenait des notes. <box>549 2072 801 2112</box>
chapter-number: XVI. <box>1468 1682 1494 1695</box>
paragraph: Elle feuilletait les papiers que Massol l'Italien portait et les étalait sur la table du salon. Elle disait : « Notre reste à sa place » en fait de ce que il ignorait ce que ça entretenaient qui seule. Elle se tenait au courant des changements, des progrès ; il fallait qu'on lui apprît tout, jusqu'aux noms des chemins futurs. <box>1356 1999 1605 2080</box>
paragraph: — Que je continue ?... <box>830 1913 934 1925</box>
letter-salutation: Monsieur, <box>654 536 699 548</box>
paragraph: Un autre motif de retard pourrait être encore la quantité insuffisante de l'eau, qui, comme on le sait, est le moteur principal pour toutes les installations. Enfin, il ne faut pas oublier les maçonneries devenues nécessaires dans une plus grande proportion dans le battage au large, et surtout la section de pression exceptionnelle à 2,800 mètres du portail nord du tunnel. Ce sont précisément les travaux à exécuter sur ce point qui apportent une grande perturbation dans l'enlèvement du déblai ; leur passage doit avoir lieu en effet en ce endroit sur une voie spéciale et par traction de chevaux, ce qui occasionne nécessairement un ralentissement dans le service, et par suite un ajournement de l'achèvement. <box>1340 1066 1605 1236</box>
